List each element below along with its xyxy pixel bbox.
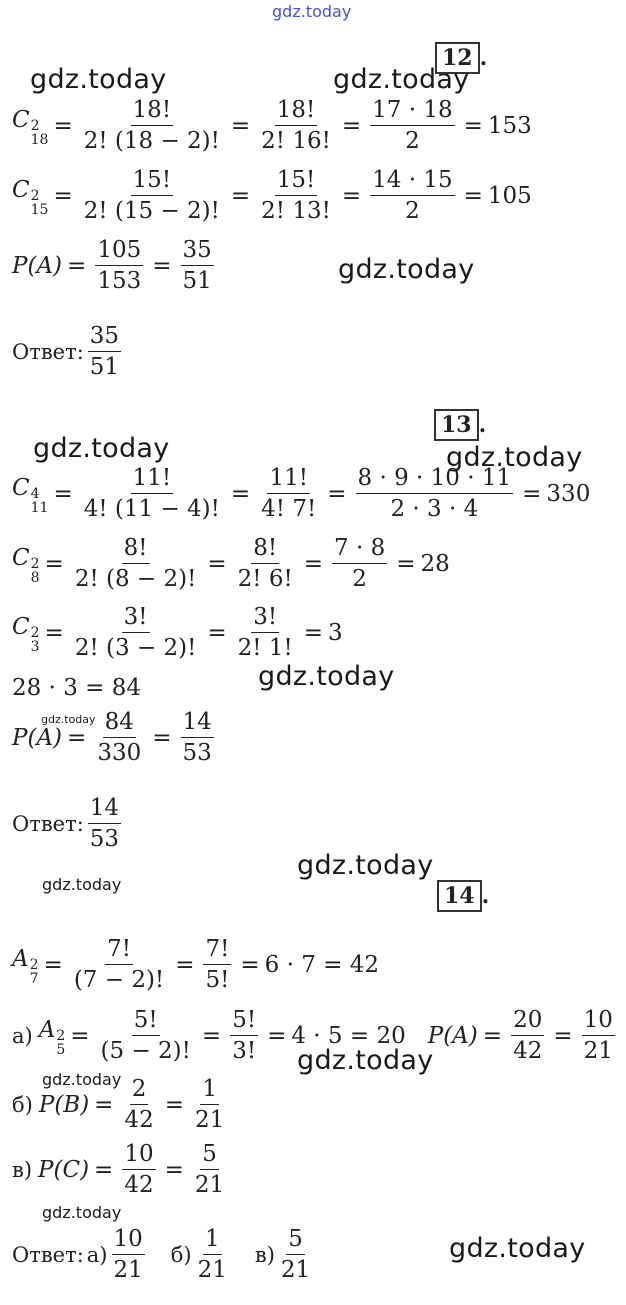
fraction: $\frac{105}{153}$	[97, 237, 142, 294]
formula-line: C 2 15 = $\frac{15!}{2! (15 - 2)!}$ = $\frac{15!}{2! 13!}$ = $\frac{14 \cdot 15}{2}$ = 105	[12, 167, 532, 224]
fraction: $\frac{5}{21}$	[280, 1226, 311, 1283]
formula-line: C 2 18 = $\frac{18!}{2! (18 - 2)!}$ = $\frac{18!}{2! 16!}$ = $\frac{17 \cdot 18}{2}$ = 153	[12, 97, 532, 154]
fraction: $\frac{14 \cdot 15}{2}$	[372, 167, 453, 224]
watermark: gdz.today	[333, 64, 470, 95]
combination-symbol: C 4 11	[12, 475, 49, 516]
fraction: $\frac{7!}{(7 - 2)!}$	[73, 936, 165, 993]
fraction: $\frac{84}{330}$	[97, 709, 142, 766]
probability-symbol: P(C)	[38, 1156, 90, 1183]
answer-label: Ответ:	[12, 1242, 84, 1267]
probability-symbol: P(A)	[427, 1022, 478, 1049]
answer-line	[12, 322, 125, 381]
fraction: $\frac{10}{42}$	[124, 1141, 154, 1198]
task-number-box: 13	[434, 409, 479, 441]
watermark: gdz.today	[42, 1070, 122, 1089]
task-number: 14 .	[437, 880, 489, 912]
answer-label: Ответ:	[12, 811, 84, 836]
answer-label: Ответ:	[12, 339, 84, 364]
fraction: $\frac{8!}{2! 6!}$	[237, 535, 293, 592]
watermark: gdz.today	[33, 433, 170, 464]
fraction: $\frac{3!}{2! (3 - 2)!}$	[74, 604, 197, 661]
formula-line: C 2 8 = $\frac{8!}{2! (8 - 2)!}$ = $\frac{8!}{2! 6!}$ = $\frac{7 \cdot 8}{2}$ = 28	[12, 535, 450, 592]
formula-line: C 2 3 = $\frac{3!}{2! (3 - 2)!}$ = $\frac{3!}{2! 1!}$ = 3	[12, 604, 343, 661]
fraction: $\frac{8!}{2! (8 - 2)!}$	[74, 535, 197, 592]
fraction: $\frac{18!}{2! (18 - 2)!}$	[83, 97, 220, 154]
result: 6 · 7 = 42	[264, 951, 380, 978]
item-label: в)	[12, 1157, 33, 1182]
fraction: $\frac{20}{42}$	[513, 1007, 543, 1064]
watermark: gdz.today	[446, 442, 583, 473]
fraction: $\frac{14}{53}$	[182, 709, 212, 766]
task-number: 13 .	[434, 409, 486, 441]
fraction: $\frac{5!}{(5 - 2)!}$	[100, 1007, 191, 1064]
answer-line	[12, 794, 125, 853]
fraction: $\frac{5}{21}$	[194, 1141, 225, 1198]
probability-symbol: P(B)	[38, 1091, 90, 1118]
watermark: gdz.today	[297, 1045, 434, 1076]
watermark: gdz.today	[30, 64, 167, 95]
watermark: gdz.today	[272, 2, 352, 21]
formula-line: б) P(B) = $\frac{2}{42}$ = $\frac{1}{21}$	[12, 1076, 225, 1133]
item-label: а)	[86, 1242, 108, 1267]
result: 3	[328, 619, 343, 646]
fraction: $\frac{5!}{3!}$	[232, 1007, 257, 1064]
task-number: 12 .	[435, 42, 487, 74]
fraction: $\frac{10}{21}$	[583, 1007, 613, 1064]
watermark: gdz.today	[42, 1203, 122, 1222]
result: 4 · 5 = 20	[291, 1022, 406, 1049]
combination-symbol: C 2 15	[12, 177, 49, 218]
watermark: gdz.today	[42, 875, 122, 894]
formula-line: C 4 11 = $\frac{11!}{4! (11 - 4)!}$ = $\frac{11!}{4! 7!}$ = $\frac{8 \cdot 9 \cdot 10 \cdot 11}{2 \cdot 3 \cdot 4}$ = 330	[12, 465, 591, 522]
result: 153	[487, 112, 532, 139]
item-label: в)	[254, 1242, 275, 1267]
combination-symbol: C 2 3	[12, 614, 40, 655]
formula-line: P(A) = $\frac{105}{153}$ = $\frac{35}{51}$	[12, 237, 212, 294]
task-number-box: 14	[437, 880, 482, 912]
fraction: $\frac{35}{51}$	[182, 237, 212, 294]
fraction: $\frac{2}{42}$	[124, 1076, 154, 1133]
fraction: $\frac{15!}{2! 13!}$	[261, 167, 331, 224]
fraction: $\frac{3!}{2! 1!}$	[237, 604, 293, 661]
watermark: gdz.today	[297, 850, 434, 881]
result: 330	[546, 480, 591, 507]
fraction: $\frac{7 \cdot 8}{2}$	[334, 535, 386, 592]
watermark: gdz.today	[41, 713, 96, 726]
fraction: $\frac{1}{21}$	[195, 1076, 225, 1133]
probability-symbol: P(A)	[12, 724, 63, 751]
formula-line: в) P(C) = $\frac{10}{42}$ = $\frac{5}{21}$	[12, 1141, 225, 1198]
fraction: $\frac{35}{51}$	[89, 323, 120, 380]
arrangement-symbol: A 2 7	[12, 946, 39, 987]
watermark: gdz.today	[338, 254, 475, 285]
fraction: $\frac{10}{21}$	[113, 1226, 143, 1283]
fraction: $\frac{1}{21}$	[197, 1226, 227, 1283]
item-label: б)	[12, 1092, 33, 1117]
fraction: $\frac{8 \cdot 9 \cdot 10 \cdot 11}{2 \cdot 3 \cdot 4}$	[357, 465, 512, 522]
arrangement-symbol: A 2 5	[38, 1017, 66, 1058]
combination-symbol: C 2 8	[12, 545, 40, 586]
product-line: 28 · 3 = 84	[12, 675, 141, 701]
item-label: а)	[12, 1023, 33, 1048]
combination-symbol: C 2 18	[12, 107, 49, 148]
result: 28	[420, 550, 450, 577]
fraction: $\frac{14}{53}$	[89, 795, 120, 852]
fraction: $\frac{15!}{2! (15 - 2)!}$	[83, 167, 220, 224]
answer-line	[12, 1225, 316, 1284]
formula-line: а) A 2 5 = $\frac{5!}{(5 - 2)!}$ = $\frac{5!}{3!}$ = 4 · 5 = 20 P(A) = $\frac{20}{42}$ = $\frac{10}{21}$	[12, 1007, 613, 1064]
result: 105	[487, 182, 532, 209]
fraction: $\frac{11!}{4! 7!}$	[261, 465, 317, 522]
item-label: б)	[170, 1242, 192, 1267]
formula-line	[12, 675, 141, 701]
formula-line: P(A) = $\frac{84}{330}$ = $\frac{14}{53}$	[12, 709, 212, 766]
fraction: $\frac{11!}{4! (11 - 4)!}$	[83, 465, 220, 522]
fraction: $\frac{17 \cdot 18}{2}$	[372, 97, 453, 154]
probability-symbol: P(A)	[12, 252, 63, 279]
formula-line: A 2 7 = $\frac{7!}{(7 - 2)!}$ = $\frac{7!}{5!}$ = 6 · 7 = 42	[12, 936, 380, 993]
task-number-box: 12	[435, 42, 480, 74]
fraction: $\frac{18!}{2! 16!}$	[261, 97, 331, 154]
watermark: gdz.today	[449, 1233, 586, 1264]
fraction: $\frac{7!}{5!}$	[205, 936, 230, 993]
watermark: gdz.today	[258, 661, 395, 692]
